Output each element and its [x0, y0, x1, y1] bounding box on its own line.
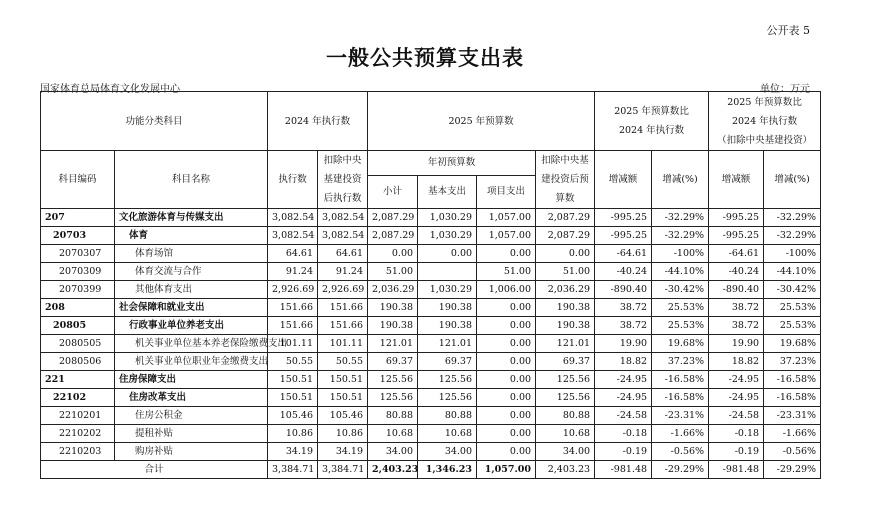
amount-cell: 10.68	[368, 425, 418, 443]
header-compare-adjusted-line1: 2025 年预算数比	[727, 96, 802, 108]
amount-cell: 121.01	[418, 335, 477, 353]
amount-cell: 0.00	[477, 425, 536, 443]
amount-cell: 50.55	[268, 353, 318, 371]
document-number-label: 公开表 5	[766, 24, 810, 37]
amount-cell: 25.53%	[652, 299, 709, 317]
amount-cell: 0.00	[536, 245, 595, 263]
amount-cell: -24.95	[595, 389, 652, 407]
amount-cell: 10.68	[536, 425, 595, 443]
subject-name: 住房改革支出	[115, 389, 268, 407]
subject-name: 体育	[115, 227, 268, 245]
amount-cell: 190.38	[368, 317, 418, 335]
amount-cell: 0.00	[477, 353, 536, 371]
amount-cell: 190.38	[368, 299, 418, 317]
amount-cell: 125.56	[418, 389, 477, 407]
amount-cell: 101.11	[268, 335, 318, 353]
amount-cell: 2,087.29	[536, 209, 595, 227]
amount-cell: -0.19	[709, 443, 764, 461]
header-exec-adjusted	[318, 151, 368, 209]
amount-cell: 150.51	[268, 389, 318, 407]
amount-cell: 64.61	[268, 245, 318, 263]
amount-cell: 151.66	[268, 299, 318, 317]
amount-cell: -32.29%	[652, 209, 709, 227]
amount-cell: 2,087.29	[536, 227, 595, 245]
amount-cell: 10.86	[318, 425, 368, 443]
amount-cell: 19.68%	[652, 335, 709, 353]
amount-cell: 51.00	[368, 263, 418, 281]
amount-cell: 1,030.29	[418, 227, 477, 245]
amount-cell: 151.66	[318, 299, 368, 317]
amount-cell: 150.51	[318, 389, 368, 407]
header-initial-budget: 年初预算数	[368, 151, 536, 176]
amount-cell: 2,036.29	[536, 281, 595, 299]
header-budget-adjusted-line1: 扣除中央基	[541, 155, 589, 166]
subject-code: 22102	[41, 389, 115, 407]
subject-name: 其他体育支出	[115, 281, 268, 299]
header-compare-adjusted-line3: （扣除中央基建投资）	[717, 134, 813, 146]
table-row	[41, 425, 879, 443]
amount-cell: -16.58%	[652, 389, 709, 407]
amount-cell: 150.51	[268, 371, 318, 389]
header-budget-2025: 2025 年预算数	[368, 92, 595, 151]
header-compare-adjusted-line2: 2024 年执行数	[731, 115, 798, 127]
amount-cell	[418, 263, 477, 281]
header-budget-adjusted	[536, 151, 595, 209]
amount-cell: 80.88	[418, 407, 477, 425]
subject-code: 208	[41, 299, 115, 317]
table-body	[41, 209, 879, 479]
header-increase-percent: 增减(%)	[652, 151, 709, 209]
table-row	[41, 389, 879, 407]
amount-cell: -995.25	[709, 209, 764, 227]
amount-cell: 3,082.54	[318, 227, 368, 245]
subject-name: 行政事业单位养老支出	[115, 317, 268, 335]
amount-cell: 151.66	[268, 317, 318, 335]
amount-cell: -0.56%	[652, 443, 709, 461]
amount-cell: 10.68	[418, 425, 477, 443]
amount-cell: 0.00	[477, 299, 536, 317]
amount-cell: 105.46	[318, 407, 368, 425]
amount-cell: 3,082.54	[268, 209, 318, 227]
amount-cell: 34.00	[536, 443, 595, 461]
subject-code: 2080505	[41, 335, 115, 353]
subject-code: 20805	[41, 317, 115, 335]
budget-expenditure-table	[40, 91, 879, 479]
amount-cell: 38.72	[709, 317, 764, 335]
amount-cell: 0.00	[477, 245, 536, 263]
subject-code: 2070399	[41, 281, 115, 299]
amount-cell: -100%	[652, 245, 709, 263]
amount-cell: 51.00	[536, 263, 595, 281]
subject-name: 住房公积金	[115, 407, 268, 425]
amount-cell: 1,030.29	[418, 281, 477, 299]
amount-cell: -16.58%	[764, 389, 821, 407]
header-basic-expenditure: 基本支出	[418, 175, 477, 208]
header-exec-adjusted-line3: 后执行数	[323, 193, 362, 204]
header-increase-amount: 增减额	[595, 151, 652, 209]
table-row	[41, 407, 879, 425]
total-amount-cell: -29.29%	[764, 461, 821, 479]
amount-cell: 190.38	[536, 317, 595, 335]
subject-code: 20703	[41, 227, 115, 245]
amount-cell: 34.19	[268, 443, 318, 461]
currency-unit: 单位：万元	[760, 84, 810, 95]
amount-cell: 91.24	[318, 263, 368, 281]
subject-name: 提租补贴	[115, 425, 268, 443]
amount-cell: -0.56%	[764, 443, 821, 461]
amount-cell: 2,087.29	[368, 227, 418, 245]
subject-code: 2210201	[41, 407, 115, 425]
header-budget-adjusted-line3: 算数	[555, 193, 575, 204]
header-code: 科目编码	[41, 151, 115, 209]
amount-cell: -1.66%	[652, 425, 709, 443]
subject-name: 住房保障支出	[115, 371, 268, 389]
amount-cell: 0.00	[477, 407, 536, 425]
subject-name: 体育场馆	[115, 245, 268, 263]
amount-cell: 0.00	[477, 389, 536, 407]
amount-cell: 37.23%	[652, 353, 709, 371]
amount-cell: 34.00	[368, 443, 418, 461]
amount-cell: -890.40	[595, 281, 652, 299]
amount-cell: -0.18	[709, 425, 764, 443]
amount-cell: 51.00	[477, 263, 536, 281]
amount-cell: -995.25	[595, 227, 652, 245]
amount-cell: 19.90	[595, 335, 652, 353]
amount-cell: 19.90	[709, 335, 764, 353]
amount-cell: -30.42%	[652, 281, 709, 299]
amount-cell: 69.37	[418, 353, 477, 371]
amount-cell: -24.58	[595, 407, 652, 425]
amount-cell: -23.31%	[652, 407, 709, 425]
subject-name: 文化旅游体育与传媒支出	[115, 209, 268, 227]
amount-cell: -44.10%	[652, 263, 709, 281]
amount-cell: 38.72	[595, 317, 652, 335]
amount-cell: 69.37	[368, 353, 418, 371]
table-row	[41, 245, 879, 263]
subject-code: 2210203	[41, 443, 115, 461]
total-amount-cell: 3,384.71	[318, 461, 368, 479]
amount-cell: 37.23%	[764, 353, 821, 371]
header-exec-adjusted-line1: 扣除中央	[323, 155, 362, 166]
total-amount-cell: 2,403.23	[368, 461, 418, 479]
amount-cell: 0.00	[477, 317, 536, 335]
amount-cell: 0.00	[477, 443, 536, 461]
subject-name: 机关事业单位职业年金缴费支出	[115, 353, 268, 371]
amount-cell: -24.95	[709, 371, 764, 389]
header-subtotal: 小计	[368, 175, 418, 208]
amount-cell: 50.55	[318, 353, 368, 371]
total-amount-cell: 1,057.00	[477, 461, 536, 479]
table-row	[41, 353, 879, 371]
amount-cell: 80.88	[368, 407, 418, 425]
amount-cell: 2,087.29	[368, 209, 418, 227]
amount-cell: 38.72	[595, 299, 652, 317]
header-compare-adjusted	[709, 92, 821, 151]
amount-cell: 190.38	[418, 317, 477, 335]
header-increase-percent-adjusted: 增减(%)	[764, 151, 821, 209]
amount-cell: 25.53%	[652, 317, 709, 335]
table-row	[41, 443, 879, 461]
amount-cell: -890.40	[709, 281, 764, 299]
total-amount-cell: 1,346.23	[418, 461, 477, 479]
amount-cell: -995.25	[709, 227, 764, 245]
total-amount-cell: -981.48	[595, 461, 652, 479]
amount-cell: 10.86	[268, 425, 318, 443]
subject-code: 221	[41, 371, 115, 389]
amount-cell: 1,030.29	[418, 209, 477, 227]
amount-cell: -1.66%	[764, 425, 821, 443]
amount-cell: 125.56	[536, 389, 595, 407]
table-header	[41, 92, 879, 209]
header-compare-exec-line2: 2024 年执行数	[618, 125, 685, 136]
header-budget-adjusted-line2: 建投资后预	[541, 174, 589, 185]
subject-code: 2080506	[41, 353, 115, 371]
subject-name: 购房补贴	[115, 443, 268, 461]
amount-cell: 25.53%	[764, 317, 821, 335]
amount-cell: 64.61	[318, 245, 368, 263]
subject-code: 2070307	[41, 245, 115, 263]
amount-cell: 1,057.00	[477, 227, 536, 245]
total-amount-cell: 3,384.71	[268, 461, 318, 479]
amount-cell: 34.19	[318, 443, 368, 461]
amount-cell: -64.61	[709, 245, 764, 263]
amount-cell: 101.11	[318, 335, 368, 353]
subject-name: 体育交流与合作	[115, 263, 268, 281]
table-row	[41, 281, 879, 299]
amount-cell: 125.56	[368, 389, 418, 407]
subject-code: 2070309	[41, 263, 115, 281]
subject-code: 2210202	[41, 425, 115, 443]
header-compare-exec-line1: 2025 年预算数比	[614, 106, 689, 117]
amount-cell: 2,036.29	[368, 281, 418, 299]
header-exec-adjusted-line2: 基建投资	[323, 174, 362, 185]
amount-cell: -100%	[764, 245, 821, 263]
amount-cell: -40.24	[709, 263, 764, 281]
amount-cell: -64.61	[595, 245, 652, 263]
amount-cell: -16.58%	[764, 371, 821, 389]
total-label: 合计	[41, 461, 268, 479]
amount-cell: -40.24	[595, 263, 652, 281]
total-amount-cell: -981.48	[709, 461, 764, 479]
amount-cell: -32.29%	[652, 227, 709, 245]
amount-cell: 1,006.00	[477, 281, 536, 299]
amount-cell: -32.29%	[764, 227, 821, 245]
amount-cell: 121.01	[536, 335, 595, 353]
subject-name: 社会保障和就业支出	[115, 299, 268, 317]
header-compare-exec	[595, 92, 709, 151]
header-exec-2024: 2024 年执行数	[268, 92, 368, 151]
total-row	[41, 461, 879, 479]
amount-cell: 38.72	[709, 299, 764, 317]
amount-cell: 3,082.54	[318, 209, 368, 227]
amount-cell: 91.24	[268, 263, 318, 281]
amount-cell: -23.31%	[764, 407, 821, 425]
table-row	[41, 209, 879, 227]
table-row	[41, 335, 879, 353]
amount-cell: -995.25	[595, 209, 652, 227]
amount-cell: 150.51	[318, 371, 368, 389]
amount-cell: 2,926.69	[318, 281, 368, 299]
subject-code: 207	[41, 209, 115, 227]
amount-cell: 105.46	[268, 407, 318, 425]
amount-cell: 69.37	[536, 353, 595, 371]
amount-cell: -24.58	[709, 407, 764, 425]
amount-cell: -0.18	[595, 425, 652, 443]
amount-cell: 1,057.00	[477, 209, 536, 227]
amount-cell: 3,082.54	[268, 227, 318, 245]
table-row	[41, 263, 879, 281]
total-amount-cell: 2,403.23	[536, 461, 595, 479]
header-exec-amount: 执行数	[268, 151, 318, 209]
amount-cell: 125.56	[368, 371, 418, 389]
amount-cell: 190.38	[536, 299, 595, 317]
header-increase-amount-adjusted: 增减额	[709, 151, 764, 209]
amount-cell: 0.00	[477, 371, 536, 389]
amount-cell: 0.00	[418, 245, 477, 263]
page-title: 一般公共预算支出表	[326, 45, 524, 70]
amount-cell: 18.82	[595, 353, 652, 371]
amount-cell: 0.00	[368, 245, 418, 263]
amount-cell: 121.01	[368, 335, 418, 353]
organization-name: 国家体育总局体育文化发展中心	[40, 84, 180, 95]
amount-cell: 151.66	[318, 317, 368, 335]
amount-cell: 80.88	[536, 407, 595, 425]
table-row	[41, 317, 879, 335]
amount-cell: 19.68%	[764, 335, 821, 353]
amount-cell: -30.42%	[764, 281, 821, 299]
amount-cell: 125.56	[418, 371, 477, 389]
table-row	[41, 371, 879, 389]
amount-cell: -0.19	[595, 443, 652, 461]
amount-cell: -44.10%	[764, 263, 821, 281]
amount-cell: 34.00	[418, 443, 477, 461]
amount-cell: 190.38	[418, 299, 477, 317]
header-name: 科目名称	[115, 151, 268, 209]
amount-cell: 18.82	[709, 353, 764, 371]
amount-cell: 0.00	[477, 335, 536, 353]
amount-cell: 2,926.69	[268, 281, 318, 299]
amount-cell: -24.95	[595, 371, 652, 389]
amount-cell: 25.53%	[764, 299, 821, 317]
table-row	[41, 227, 879, 245]
total-amount-cell: -29.29%	[652, 461, 709, 479]
amount-cell: 125.56	[536, 371, 595, 389]
header-project-expenditure: 项目支出	[477, 175, 536, 208]
amount-cell: -32.29%	[764, 209, 821, 227]
subject-name: 机关事业单位基本养老保险缴费支出	[115, 335, 268, 353]
amount-cell: -24.95	[709, 389, 764, 407]
amount-cell: -16.58%	[652, 371, 709, 389]
table-row	[41, 299, 879, 317]
header-category: 功能分类科目	[41, 92, 268, 151]
